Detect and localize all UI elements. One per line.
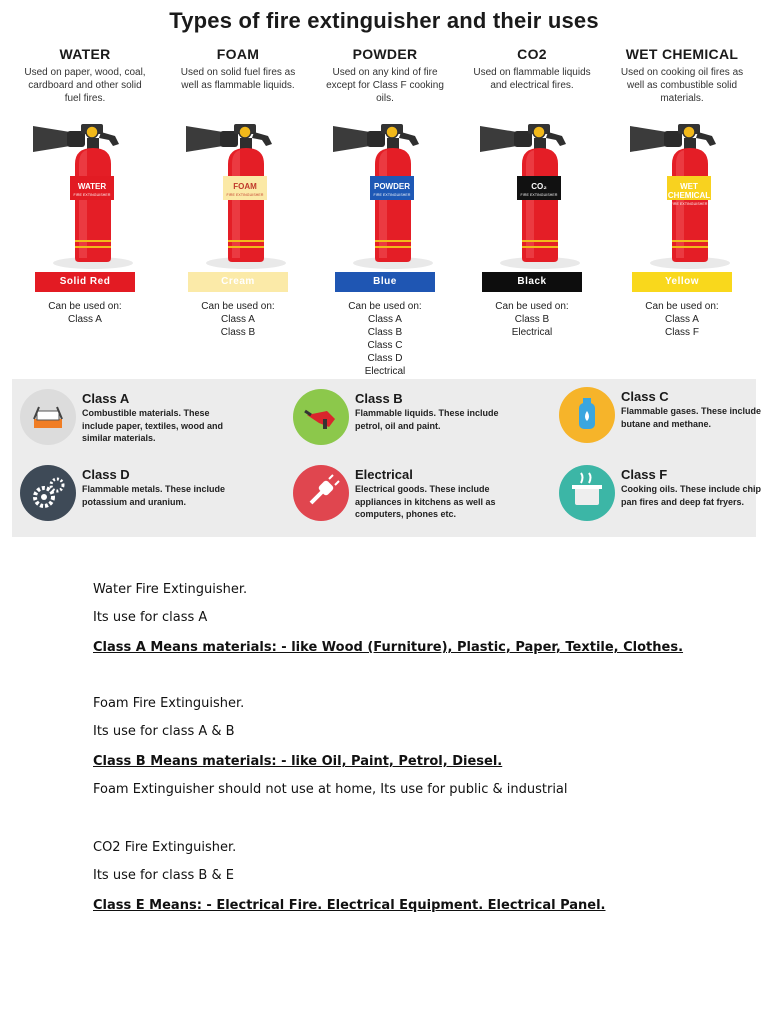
fire-class-description: Flammable gases. These include butane and methane.	[621, 406, 762, 429]
used-on-item: Class C	[367, 340, 403, 351]
fire-class-class-c	[559, 387, 768, 457]
color-band: Yellow	[632, 272, 732, 292]
fire-class-name: Class F	[621, 467, 668, 482]
paper-tray-icon	[20, 389, 76, 445]
used-on-item: Class A	[368, 314, 402, 325]
extinguisher-description: Used on cooking oil fires as well as combustible solid materials.	[620, 67, 744, 104]
fire-class-description: Electrical goods. These include appliances in kitchens as well as computers, phones etc.	[355, 484, 496, 519]
fire-class-name: Class A	[82, 391, 130, 406]
used-on-title: Can be used on:	[201, 301, 275, 312]
gas-cylinder-icon	[559, 387, 615, 443]
used-on-item: Class D	[367, 353, 403, 364]
used-on-list	[462, 300, 602, 339]
cooking-pot-icon	[559, 465, 615, 521]
used-on-list	[15, 300, 155, 326]
used-on-title: Can be used on:	[48, 301, 122, 312]
note-class-a-meaning: Class A Means materials: - like Wood (Furniture), Plastic, Paper, Textile, Clothes.	[93, 640, 684, 655]
extinguisher-illustration	[315, 120, 455, 270]
used-on-item: Class A	[68, 314, 102, 325]
extinguisher-label-sub: FIRE EXTINGUISHER	[670, 202, 708, 206]
color-band: Blue	[335, 272, 435, 292]
extinguisher-label-text: WATER	[77, 182, 107, 191]
extinguisher-type: WATER	[59, 46, 111, 62]
fire-class-electrical	[293, 465, 533, 535]
fire-class-name: Electrical	[355, 467, 413, 482]
color-band: Solid Red	[35, 272, 135, 292]
extinguisher-type: CO2	[517, 46, 547, 62]
used-on-list	[168, 300, 308, 339]
gears-icon	[20, 465, 76, 521]
used-on-item: Electrical	[511, 327, 553, 338]
fire-class-description: Flammable metals. These include potassium and uranium.	[82, 484, 226, 507]
used-on-item: Class B	[514, 314, 550, 325]
extinguisher-label	[517, 182, 561, 200]
note-foam-use: Its use for class A & B	[93, 724, 235, 739]
used-on-list	[612, 300, 752, 339]
note-class-e-meaning: Class E Means: - Electrical Fire. Electrical Equipment. Electrical Panel.	[93, 898, 606, 913]
used-on-title: Can be used on:	[495, 301, 569, 312]
extinguisher-label	[370, 182, 414, 200]
note-co2-title: CO2 Fire Extinguisher.	[93, 840, 237, 855]
extinguisher-column-powder	[315, 44, 455, 378]
extinguisher-label	[667, 182, 711, 209]
extinguisher-column-foam	[168, 44, 308, 339]
extinguisher-label-text: WET CHEMICAL	[667, 182, 711, 200]
extinguisher-label-text: POWDER	[374, 182, 410, 191]
note-foam-title: Foam Fire Extinguisher.	[93, 696, 245, 711]
extinguisher-label-sub: FIRE EXTINGUISHER	[373, 193, 411, 197]
extinguisher-column-wet-chemical	[612, 44, 752, 339]
fire-class-name: Class D	[82, 467, 130, 482]
extinguisher-label-sub: FIRE EXTINGUISHER	[520, 193, 558, 197]
extinguisher-label-sub: FIRE EXTINGUISHER	[73, 193, 111, 197]
page-title: Types of fire extinguisher and their uses	[169, 8, 599, 33]
fire-class-description: Cooking oils. These include chip pan fires and deep fat fryers.	[621, 484, 762, 507]
extinguisher-illustration	[15, 120, 155, 270]
used-on-item: Class F	[665, 327, 699, 338]
used-on-title: Can be used on:	[645, 301, 719, 312]
used-on-list	[315, 300, 455, 378]
extinguisher-description: Used on flammable liquids and electrical fires.	[473, 67, 591, 91]
extinguisher-column-water	[15, 44, 155, 326]
extinguisher-description: Used on paper, wood, coal, cardboard and other solid fuel fires.	[24, 67, 146, 104]
extinguisher-type: WET CHEMICAL	[625, 46, 739, 62]
extinguisher-illustration	[168, 120, 308, 270]
fire-class-class-d	[20, 465, 260, 535]
used-on-item: Class A	[221, 314, 255, 325]
fire-classes-panel	[12, 379, 762, 537]
fuel-nozzle-icon	[293, 389, 349, 445]
used-on-item: Class B	[220, 327, 256, 338]
fire-class-name: Class C	[621, 389, 669, 404]
extinguisher-description: Used on solid fuel fires as well as flammable liquids.	[180, 67, 296, 91]
extinguisher-column-co2	[462, 44, 602, 339]
plug-icon	[293, 465, 349, 521]
extinguisher-illustration	[462, 120, 602, 270]
color-band: Cream	[188, 272, 288, 292]
fire-class-name: Class B	[355, 391, 403, 406]
fire-class-class-b	[293, 389, 533, 459]
used-on-item: Class A	[665, 314, 699, 325]
used-on-item: Electrical	[364, 366, 406, 377]
extinguisher-label-text: CO₂	[531, 182, 547, 191]
used-on-item: Class B	[367, 327, 403, 338]
note-co2-use: Its use for class B & E	[93, 868, 234, 883]
extinguisher-type: FOAM	[216, 46, 260, 62]
extinguisher-description: Used on any kind of fire except for Class F cooking oils.	[326, 67, 444, 104]
extinguisher-type: POWDER	[352, 46, 418, 62]
extinguisher-label	[223, 182, 267, 200]
fire-class-description: Flammable liquids. These include petrol, oil and paint.	[355, 408, 499, 431]
note-class-b-meaning: Class B Means materials: - like Oil, Paint, Petrol, Diesel.	[93, 754, 503, 769]
used-on-title: Can be used on:	[348, 301, 422, 312]
extinguisher-illustration	[612, 120, 752, 270]
extinguisher-label-text: FOAM	[233, 182, 257, 191]
color-band: Black	[482, 272, 582, 292]
note-water-use: Its use for class A	[93, 610, 208, 625]
note-water-title: Water Fire Extinguisher.	[93, 582, 248, 597]
fire-class-class-a	[20, 389, 260, 459]
note-foam-home: Foam Extinguisher should not use at home, Its use for public & industrial	[93, 782, 568, 797]
extinguisher-label	[70, 182, 114, 200]
fire-class-description: Combustible materials. These include paper, textiles, wood and similar materials.	[82, 408, 224, 443]
fire-class-class-f	[559, 465, 768, 535]
extinguisher-label-sub: FIRE EXTINGUISHER	[226, 193, 264, 197]
